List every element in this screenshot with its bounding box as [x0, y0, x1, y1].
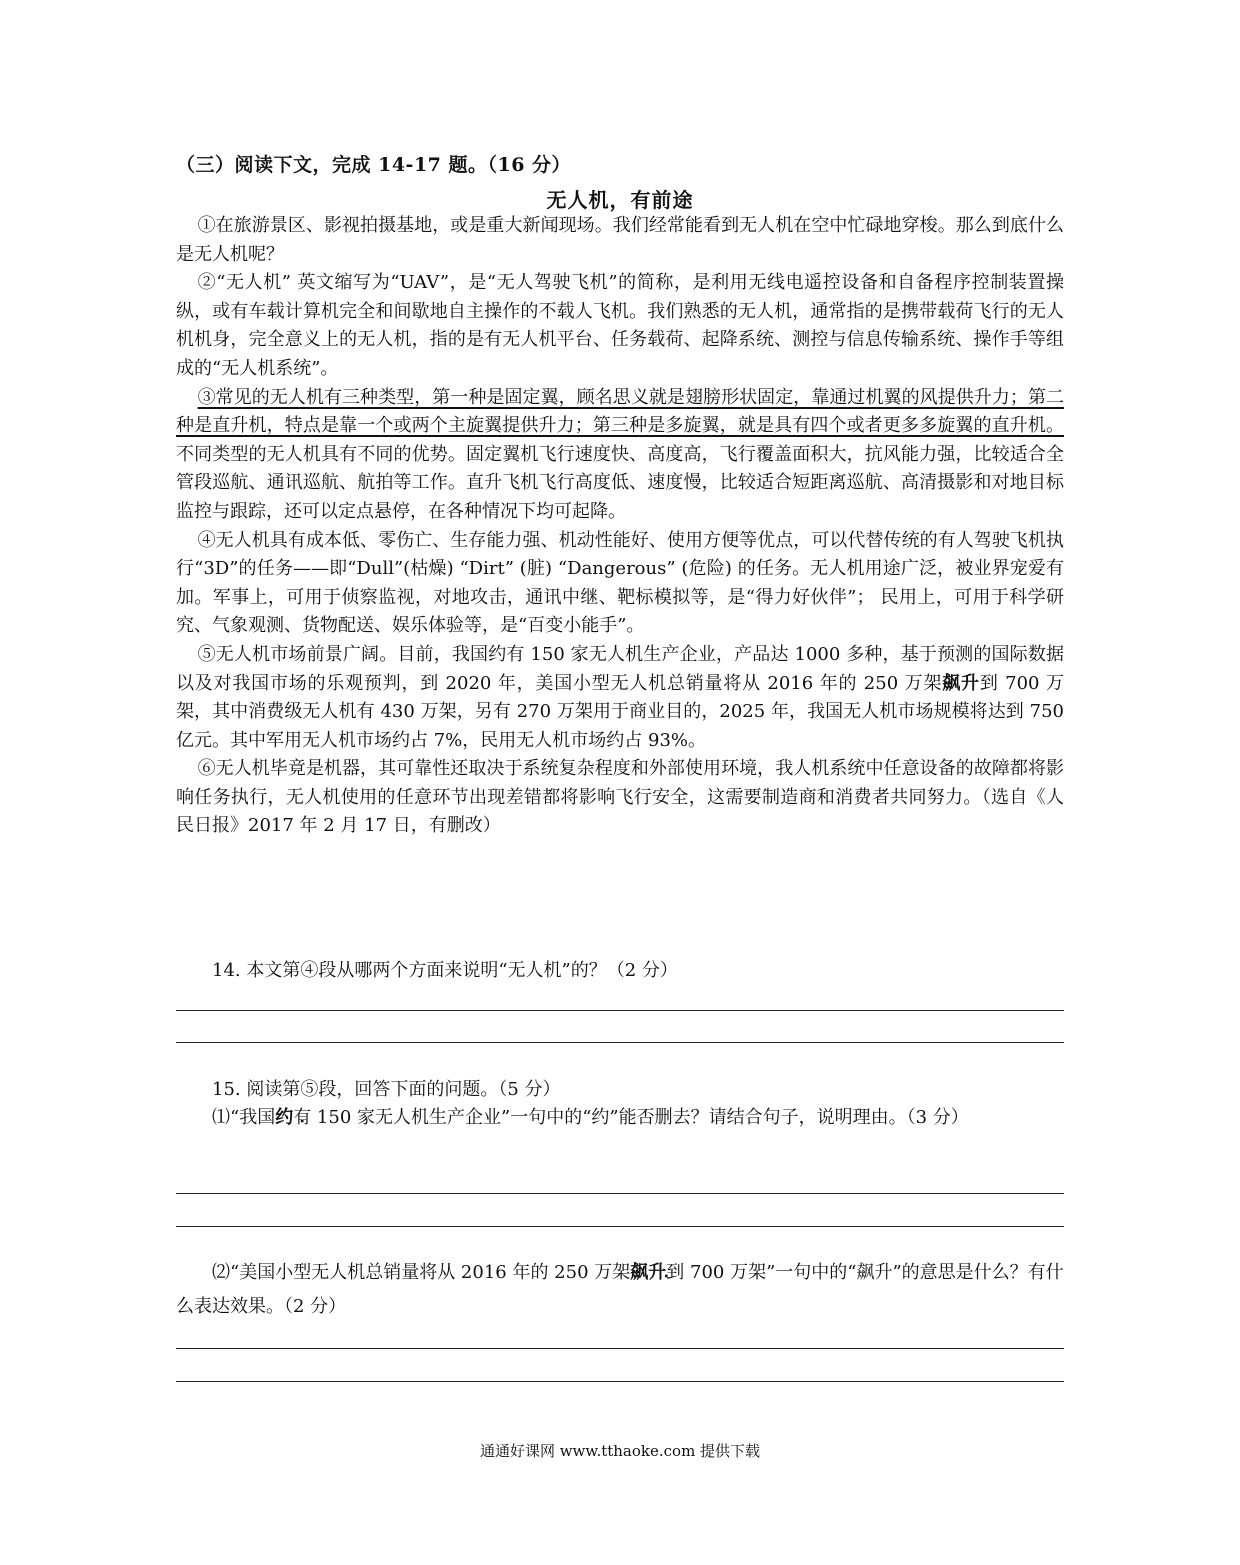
footer-source: 通通好课网 www.tthaoke.com 提供下载 [479, 1442, 761, 1460]
paragraph-5 [176, 641, 1064, 755]
underlined-sentence: ③常见的无人机有三种类型，第一种是固定翼，顾名思义就是翅膀形状固定，靠通过机翼的风提供升力；第二种是直升机，特点是靠一个或两个主旋翼提供升力；第三种是多旋翼，就是具有四个或者更多多旋翼的直升机。 [176, 386, 1064, 437]
paragraph-4: ④无人机具有成本低、零伤亡、生存能力强、机动性能好、使用方便等优点，可以代替传统的有人驾驶飞机执行“3D”的任务——即“Dull”(枯燥) “Dirt” (脏) “Dangerous” (危险) 的任务。无人机用途广泛，被业界宠爱有加。军事上，可用于侦察监视，对地攻击，通讯中继、靶标模拟等，是“得力好伙伴”； 民用上，可用于科学研究、气象观测、货物配送、娱乐体验等，是“百变小能手”。 [176, 529, 1064, 637]
answer-line-15-2-a[interactable] [176, 1348, 1064, 1349]
paragraph-5-after: 到 700 万架，其中消费级无人机有 430 万架，另有 270 万架用于商业目的，2025 年，我国无人机市场规模将达到 750 亿元。其中军用无人机市场约占 7%，民用无人机市场约占 93%。 [176, 672, 1064, 751]
paragraph-3-rest: 不同类型的无人机具有不同的优势。固定翼机飞行速度快、高度高，飞行覆盖面积大，抗风能力强，比较适合全管段巡航、通讯巡航、航拍等工作。直升飞机飞行高度低、速度慢，比较适合短距离巡航、高清摄影和对地目标监控与跟踪，还可以定点悬停，在各种情况下均可起降。 [176, 443, 1064, 522]
q15-1-after: 有 150 家无人机生产企业”一句中的“约”能否删去？请结合句子，说明理由。（3 分） [293, 1107, 969, 1128]
question-14: 14. 本文第④段从哪两个方面来说明“无人机”的？（2 分） [212, 960, 678, 981]
answer-line-15-1-a[interactable] [176, 1193, 1064, 1194]
paragraph-5-before: ⑤无人机市场前景广阔。目前，我国约有 150 家无人机生产企业，产品达 1000 多种，基于预测的国际数据以及对我国市场的乐观预判，到 2020 年，美国小型无人机总销量将从 2016 年的 250 万架 [176, 643, 1064, 694]
reading-passage [176, 212, 1064, 841]
article-title: 无人机，有前途 [546, 188, 694, 212]
answer-line-14-2[interactable] [176, 1042, 1064, 1043]
answer-line-15-1-b[interactable] [176, 1226, 1064, 1227]
answer-line-14-1[interactable] [176, 1010, 1064, 1011]
q15-2-emphasized-word: 飙升 [630, 1262, 667, 1283]
q15-2-before: ⑵“美国小型无人机总销量将从 2016 年的 250 万架 [212, 1262, 631, 1283]
question-15: 15. 阅读第⑤段，回答下面的问题。（5 分） [212, 1079, 561, 1100]
paragraph-6: ⑥无人机毕竟是机器，其可靠性还取决于系统复杂程度和外部使用环境，我人机系统中任意设备的故障都将影响任务执行，无人机使用的任意环节出现差错都将影响飞行安全，这需要制造商和消费者共同努力。（选自《人民日报》2017 年 2 月 17 日，有删改） [176, 758, 1064, 837]
question-15-2 [176, 1256, 1064, 1324]
paragraph-3 [176, 384, 1064, 527]
section-heading: （三）阅读下文，完成 14-17 题。（16 分） [176, 154, 572, 176]
answer-line-15-2-b[interactable] [176, 1381, 1064, 1382]
q15-1-before: ⑴“我国 [212, 1107, 276, 1128]
paragraph-2: ②“无人机” 英文缩写为“UAV”，是“无人驾驶飞机”的简称，是利用无线电遥控设备和自备程序控制装置操纵，或有车载计算机完全和间歇地自主操作的不载人飞机。我们熟悉的无人机，通常指的是携带载荷飞行的无人机机身，完全意义上的无人机，指的是有无人机平台、任务载荷、起降系统、测控与信息传输系统、操作手等组成的“无人机系统”。 [176, 272, 1064, 379]
emphasized-word: 飙升 [942, 672, 980, 694]
question-15-1 [176, 1101, 1064, 1135]
paragraph-1: ①在旅游景区、影视拍摄基地，或是重大新闻现场。我们经常能看到无人机在空中忙碌地穿梭。那么到底什么是无人机呢？ [176, 215, 1064, 265]
q15-1-emphasized-word: 约 [275, 1107, 294, 1128]
q15-2-after: 到 700 万架”一句中的“飙升”的意思是什么？有什么表达效果。（2 分） [176, 1262, 1064, 1317]
